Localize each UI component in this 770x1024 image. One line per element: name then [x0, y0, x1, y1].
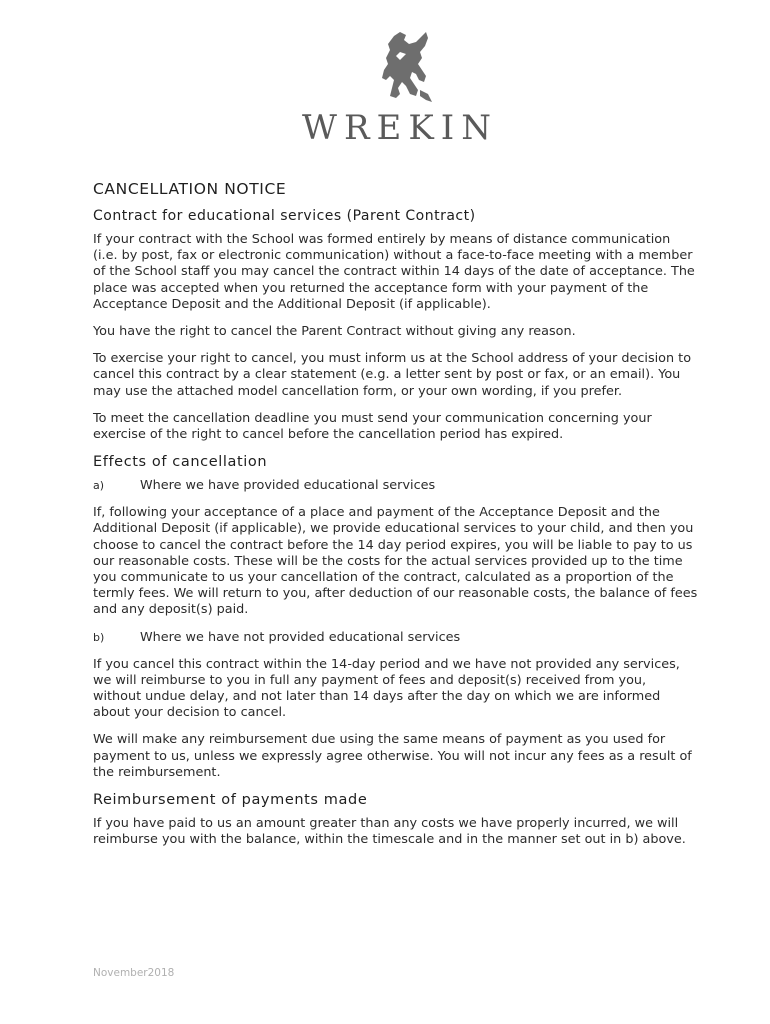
contract-subtitle: Contract for educational services (Parent Contract): [93, 208, 476, 224]
reimbursement-text: If you have paid to us an amount greater than any costs we have properly incurred, we will reimburse you with the balance, within the timescale and in the manner set out in b) above.: [93, 816, 686, 848]
subsection-a-text: If, following your acceptance of a place and payment of the Acceptance Deposit and the Additional Deposit (if applicable), we provide educational services to your child, and then you choose to cancel the contract before the 14 day period expires, you will be liable to pay to us our reasonable costs. These will be the costs for the actual services provided up to the time you communicate to us your cancellation of the contract, calculated as a proportion of the termly fees. We will return to you, after deduction of our reasonable costs, the balance of fees and any deposit(s) paid.: [93, 505, 698, 618]
subsection-b-text: We will make any reimbursement due using the same means of payment as you used for payment to us, unless we expressly agree otherwise. You will not incur any fees as a result of the reimbursement.: [93, 732, 692, 780]
school-logo: [0, 30, 770, 148]
subsection-b-title: [93, 630, 698, 646]
intro-paragraph: To meet the cancellation deadline you must send your communication concerning your exercise of the right to cancel before the cancellation period has expired.: [93, 410, 652, 443]
intro-paragraph: You have the right to cancel the Parent Contract without giving any reason.: [93, 324, 576, 340]
rampant-lion-icon: [376, 30, 436, 104]
subsection-a-label: Where we have provided educational services: [140, 478, 436, 494]
subsection-b-text: If you cancel this contract within the 14-day period and we have not provided any services, we will reimburse to you in full any payment of fees and deposit(s) received from you, without undue delay, and not later than 14 days after the day on which we are informed about your decision to cancel.: [93, 656, 680, 721]
subsection-a-letter: a): [93, 479, 105, 493]
page-title: CANCELLATION NOTICE: [93, 180, 287, 198]
intro-paragraph: To exercise your right to cancel, you must inform us at the School address of your decision to cancel this contract by a clear statement (e.g. a letter sent by post or fax, or an email). You may use the attached model cancellation form, or your own wording, if you prefer.: [93, 351, 692, 399]
subsection-b-label: Where we have not provided educational services: [140, 629, 461, 645]
document-body: [93, 180, 698, 859]
subsection-b-letter: b): [93, 630, 105, 644]
brand-wordmark: WREKIN: [302, 108, 498, 148]
intro-paragraph: If your contract with the School was formed entirely by means of distance communication (i.e. by post, fax or electronic communication) without a face-to-face meeting with a member of the School staff you may cancel the contract within 14 days of the date of acceptance. The place was accepted when you returned the acceptance form with your payment of the Acceptance Deposit and the Additional Deposit (if applicable).: [93, 232, 695, 312]
subsection-a-title: [93, 478, 698, 494]
effects-heading: Effects of cancellation: [93, 454, 268, 471]
reimbursement-heading: Reimbursement of payments made: [93, 792, 368, 809]
footer-date: November2018: [93, 967, 175, 979]
